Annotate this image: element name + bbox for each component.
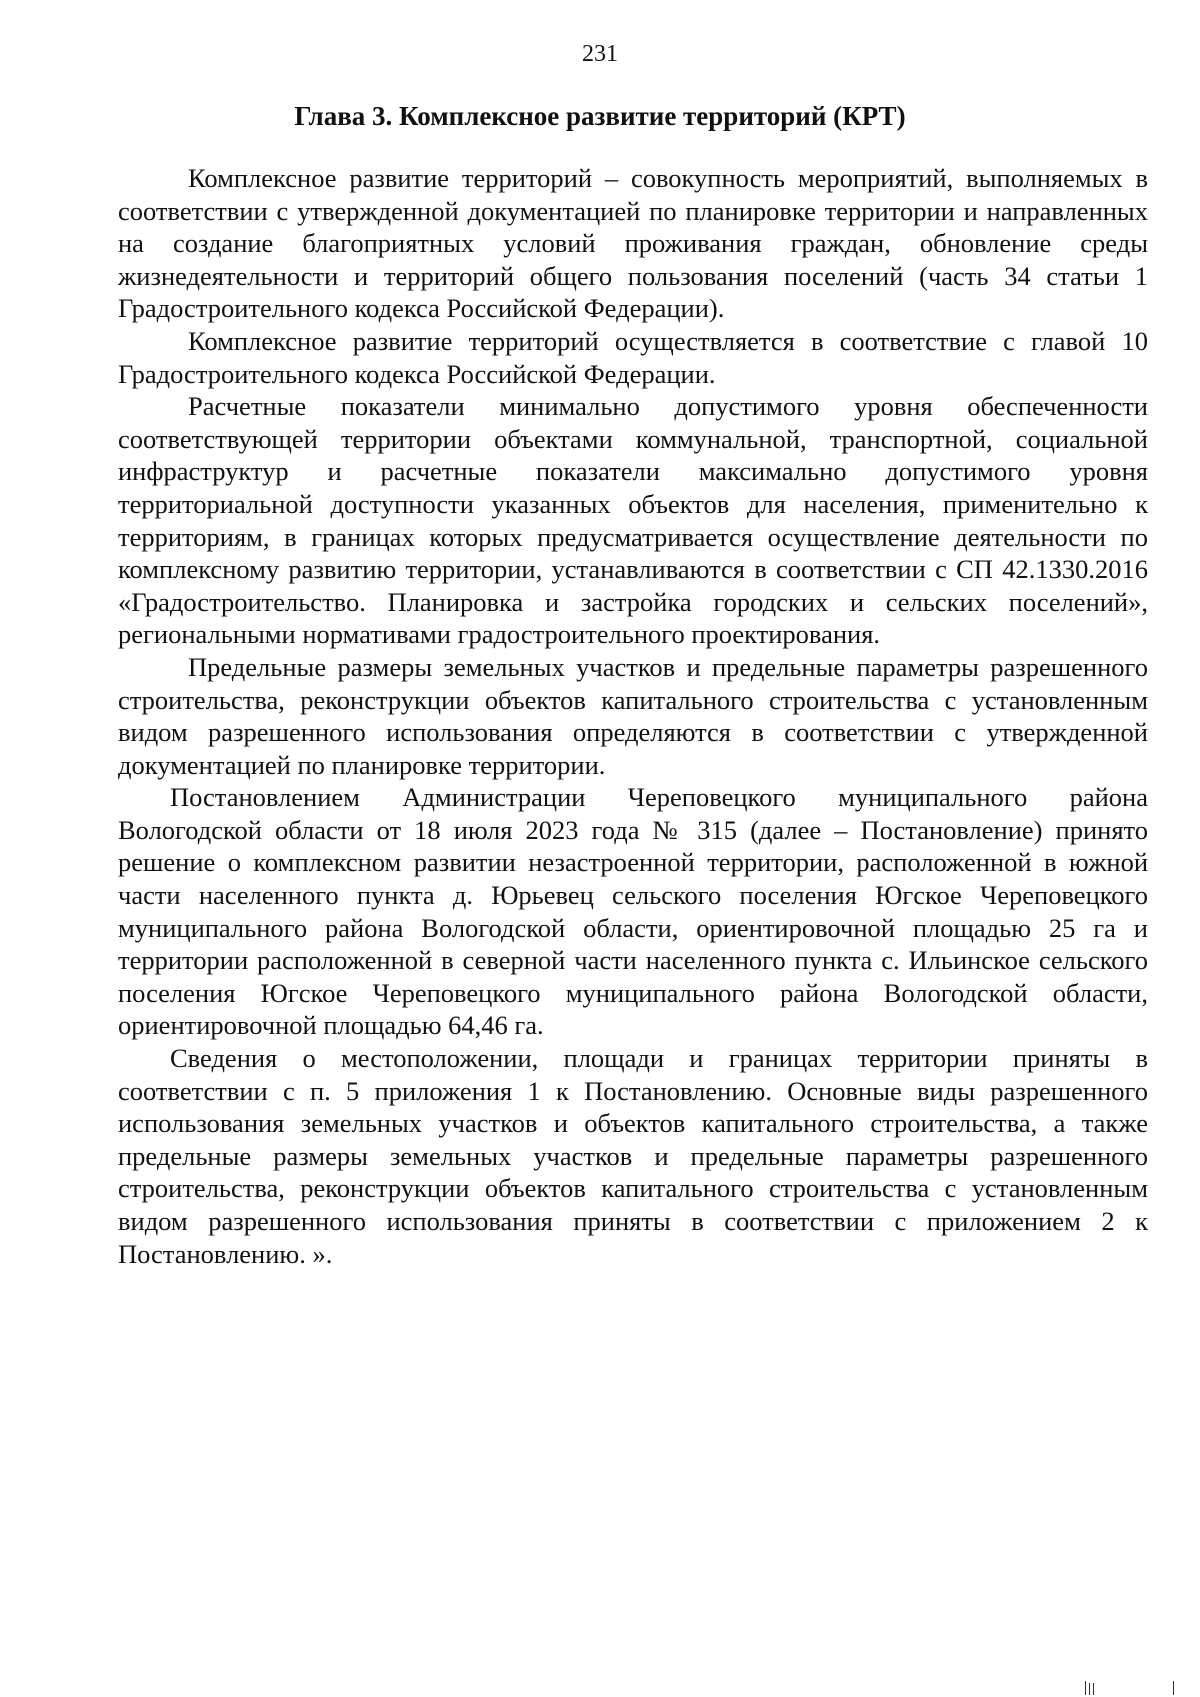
paragraph-krt-definition: Комплексное развитие территорий – совокупность мероприятий, выполняемых в соответствии с утвержденной документацией по планировке территории и направленных на создание благоприятных условий проживания граждан, обновление среды жизнедеятельности и территорий общего пользования поселений (часть 34 статьи 1 Градостроительного кодекса Российской Федерации). xyxy=(118,163,1148,324)
paragraph-krt-chapter-10: Комплексное развитие территорий осуществляется в соответствие с главой 10 Градостроительного кодекса Российской Федерации. xyxy=(118,325,1148,389)
scan-artifact-mark xyxy=(1085,1681,1086,1695)
paragraph-location-info: Сведения о местоположении, площади и границах территории приняты в соответствии с п. 5 приложения 1 к Постановлению. Основные виды разрешенного использования земельных участков и объектов капитального строительства, а также предельные размеры земельных участков и предельные параметры разрешенного строительства, реконструкции объектов капитального строительства с установленным видом разрешенного использования приняты в соответствии с приложением 2 к Постановлению. ». xyxy=(118,1043,1148,1269)
scan-artifact-mark xyxy=(1089,1683,1090,1695)
document-body xyxy=(118,162,1148,1270)
paragraph-calculated-indicators: Расчетные показатели минимально допустимого уровня обеспеченности соответствующей территории объектами коммунальной, транспортной, социальной инфраструктур и расчетные показатели максимально допустимого уровня территориальной доступности указанных объектов для населения, применительно к территориям, в границах которых предусматривается осуществление деятельности по комплексному развитию территории, устанавливаются в соответствии с СП 42.1330.2016 «Градостроительство. Планировка и застройка городских и сельских поселений», региональными нормативами градостроительного проектирования. xyxy=(118,391,1148,650)
page-number: 231 xyxy=(582,41,618,67)
chapter-title: Глава 3. Комплексное развитие территорий (КРТ) xyxy=(294,101,906,131)
scan-artifact-mark xyxy=(1093,1683,1094,1695)
paragraph-limit-sizes: Предельные размеры земельных участков и предельные параметры разрешенного строительства, реконструкции объектов капитального строительства с установленным видом разрешенного использования определяются в соответствии с утвержденной документацией по планировке территории. xyxy=(118,651,1148,780)
paragraph-resolution: Постановлением Администрации Череповецкого муниципального района Вологодской области от 18 июля 2023 года № 315 (далее – Постановление) принято решение о комплексном развитии незастроенной территории, расположенной в южной части населенного пункта д. Юрьевец сельского поселения Югское Череповецкого муниципального района Вологодской области, ориентировочной площадью 25 га и территории расположенной в северной части населенного пункта с. Ильинское сельского поселения Югское Череповецкого муниципального района Вологодской области, ориентировочной площадью 64,46 га. xyxy=(118,782,1148,1041)
scan-artifact-mark xyxy=(1173,1681,1174,1695)
